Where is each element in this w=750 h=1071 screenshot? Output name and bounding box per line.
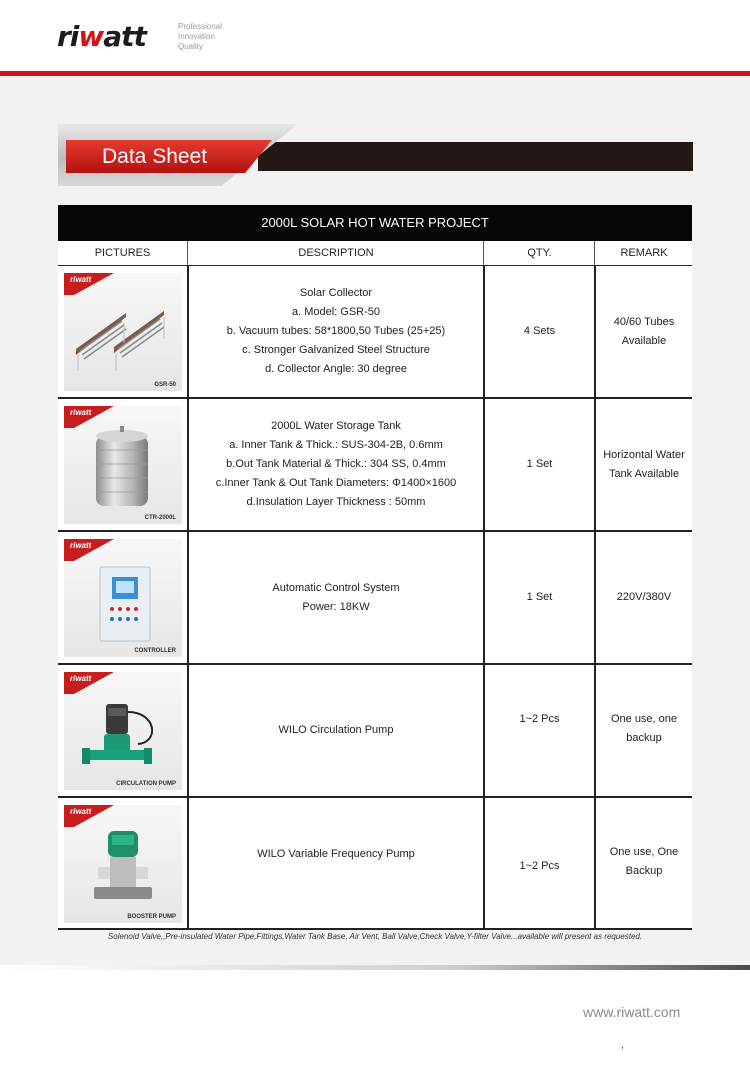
description-line: WILO Variable Frequency Pump	[257, 847, 415, 860]
page-header	[0, 0, 750, 74]
description-cell	[189, 266, 483, 397]
remark-cell	[596, 842, 692, 882]
footnote: Solenoid Valve,,Pre-insulated Water Pipe,Fittings,Water Tank Base, Air Vent, Ball Valve,Check Valve,Y-filter Valve...available will present as requested.	[107, 932, 643, 941]
brand-badge-text: riwatt	[70, 674, 92, 683]
table-row	[58, 798, 692, 930]
table-row	[58, 399, 692, 532]
column-header-description: DESCRIPTION	[298, 247, 374, 259]
column-header-remark: REMARK	[620, 247, 668, 259]
remark-cell	[596, 266, 692, 397]
product-image	[64, 273, 182, 391]
product-caption: CIRCULATION PUMP	[116, 781, 176, 787]
website-link[interactable]: www.riwatt.com	[583, 1004, 681, 1020]
table-row	[58, 665, 692, 798]
page-title: Data Sheet	[102, 145, 208, 168]
remark-line: Available	[621, 334, 667, 347]
table-row	[58, 532, 692, 665]
product-image	[64, 672, 182, 790]
footer-divider	[0, 965, 750, 970]
product-caption: GSR-50	[154, 382, 176, 388]
product-image	[64, 539, 182, 657]
remark-line: 220V/380V	[616, 591, 672, 603]
remark-cell	[596, 709, 692, 749]
qty-cell: 1 Set	[526, 458, 553, 470]
brand-tagline	[178, 22, 222, 52]
description-line: c.Inner Tank & Out Tank Diameters: Φ1400×1600	[215, 477, 457, 489]
remark-line: One use, One	[609, 846, 679, 858]
product-caption: BOOSTER PUMP	[127, 914, 176, 920]
footer-mark: ,	[621, 1040, 624, 1051]
description-line: 2000L Water Storage Tank	[271, 420, 401, 432]
column-header-pictures: PICTURES	[94, 247, 151, 259]
product-caption: CONTROLLER	[134, 648, 176, 654]
description-cell	[189, 399, 483, 530]
remark-line: backup	[626, 732, 662, 744]
remark-line: Backup	[625, 865, 663, 877]
column-divider	[187, 241, 188, 265]
column-divider	[594, 241, 595, 265]
description-line: WILO Circulation Pump	[278, 724, 394, 736]
table-header	[58, 241, 692, 266]
brand-logo[interactable]: riwatt	[57, 20, 146, 53]
description-line: d. Collector Angle: 30 degree	[265, 363, 407, 375]
column-divider	[483, 665, 485, 796]
banner-dark-bar	[258, 142, 693, 171]
data-sheet-table	[58, 205, 692, 930]
remark-line: 40/60 Tubes	[613, 315, 675, 328]
remark-cell	[596, 532, 692, 663]
qty-cell: 1 Set	[526, 591, 553, 603]
brand-badge-text: riwatt	[70, 275, 92, 284]
product-image	[64, 805, 182, 923]
remark-cell	[596, 399, 692, 530]
description-line: Solar Collector	[299, 287, 373, 299]
qty-cell: 1~2 Pcs	[519, 859, 560, 872]
remark-line: Horizontal Water	[603, 448, 685, 461]
column-header-qty: QTY.	[527, 247, 552, 259]
project-title: 2000L SOLAR HOT WATER PROJECT	[58, 205, 692, 241]
remark-line: Tank Available	[608, 467, 680, 480]
tagline-line: Innovation	[178, 32, 215, 41]
tagline-line: Quality	[178, 42, 203, 51]
description-line: Power: 18KW	[302, 600, 370, 613]
description-line: d.Insulation Layer Thickness : 50mm	[246, 496, 426, 508]
brand-badge-text: riwatt	[70, 541, 92, 550]
qty-cell: 4 Sets	[523, 325, 556, 337]
description-line: a. Inner Tank & Thick.: SUS-304-2B, 0.6mm	[229, 439, 443, 451]
description-line: Automatic Control System	[272, 581, 400, 594]
description-line: b. Vacuum tubes: 58*1800,50 Tubes (25+25)	[226, 325, 446, 337]
table-row	[58, 266, 692, 399]
brand-badge-text: riwatt	[70, 807, 92, 816]
product-caption: CTR-2000L	[144, 515, 176, 521]
description-cell	[189, 842, 483, 866]
qty-cell: 1~2 Pcs	[519, 712, 560, 725]
description-line: a. Model: GSR-50	[291, 306, 381, 318]
product-image	[64, 406, 182, 524]
brand-badge-text: riwatt	[70, 408, 92, 417]
description-cell	[189, 532, 483, 663]
description-line: b.Out Tank Material & Thick.: 304 SS, 0.4mm	[226, 458, 446, 470]
remark-line: One use, one	[610, 713, 678, 725]
description-cell	[189, 665, 483, 796]
description-line: c. Stronger Galvanized Steel Structure	[242, 344, 430, 356]
column-divider	[483, 241, 484, 265]
tagline-line: Professional	[178, 22, 223, 31]
